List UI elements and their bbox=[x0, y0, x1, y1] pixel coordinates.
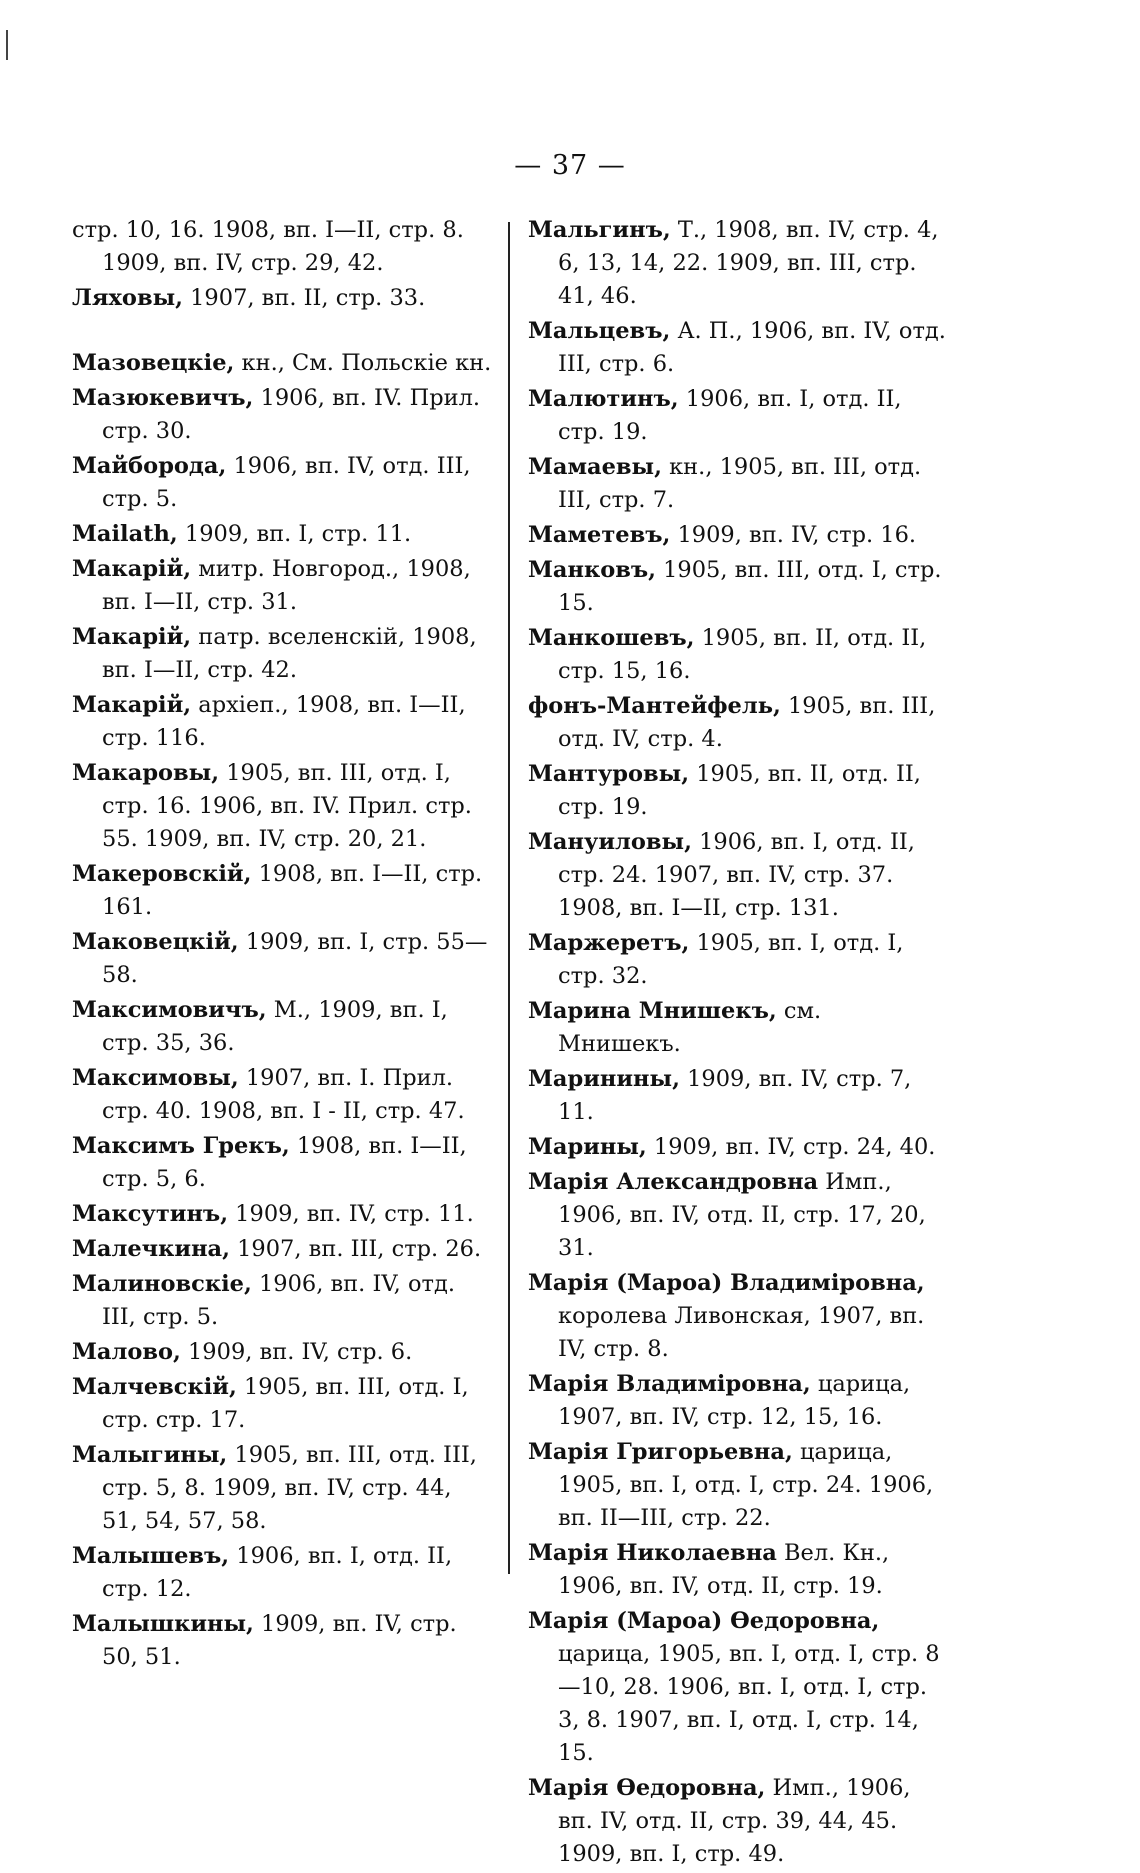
entry-heading: Мазюкевичъ, bbox=[72, 385, 254, 411]
entry-references: 1905, вп. III, отд. I, стр. 16. 1906, вп. IV. Прил. стр. 55. 1909, вп. IV, стр. 20, 21. bbox=[102, 760, 472, 852]
index-entry bbox=[72, 1198, 492, 1231]
entry-heading: Макаровы, bbox=[72, 760, 220, 786]
entry-references: Имп., 1906, вп. IV, отд. II, стр. 17, 20, 31. bbox=[558, 1169, 926, 1261]
entry-references: царица, 1907, вп. IV, стр. 12, 15, 16. bbox=[558, 1371, 911, 1430]
entry-references: 1906, вп. I, отд. II, стр. 19. bbox=[558, 386, 902, 445]
index-entry bbox=[72, 926, 492, 992]
entry-references: 1909, вп. IV, стр. 7, 11. bbox=[558, 1066, 912, 1125]
index-entry bbox=[72, 757, 492, 856]
index-entry bbox=[528, 1131, 948, 1164]
entry-heading: Марія Өедоровна, bbox=[528, 1775, 766, 1801]
entry-heading: Малышкины, bbox=[72, 1611, 254, 1637]
index-entry bbox=[72, 1268, 492, 1334]
entry-references: 1906, вп. I, отд. II, стр. 12. bbox=[102, 1543, 453, 1602]
index-entry bbox=[528, 1537, 948, 1603]
index-entry bbox=[528, 1267, 948, 1366]
entry-references: 1909, вп. IV, стр. 16. bbox=[670, 522, 917, 548]
index-entry bbox=[528, 315, 948, 381]
entry-references: 1909, вп. IV, стр. 6. bbox=[180, 1339, 413, 1365]
index-entry bbox=[72, 858, 492, 924]
entry-references: М., 1909, вп. I, стр. 35, 36. bbox=[102, 997, 448, 1056]
index-entry bbox=[528, 519, 948, 552]
index-entry bbox=[528, 622, 948, 688]
entry-references: 1905, вп. III, отд. IV, стр. 4. bbox=[558, 693, 936, 752]
page-edge-mark bbox=[6, 30, 8, 60]
entry-references: 1905, вп. III, отд. I, стр. 15. bbox=[558, 557, 942, 616]
entry-references: кн., 1905, вп. III, отд. III, стр. 7. bbox=[558, 454, 922, 513]
entry-heading: Маринины, bbox=[528, 1066, 680, 1092]
index-entry bbox=[72, 382, 492, 448]
entry-references: королева Ливонская, 1907, вп. IV, стр. 8. bbox=[558, 1303, 925, 1362]
entry-heading: Маржеретъ, bbox=[528, 930, 690, 956]
index-entry bbox=[528, 554, 948, 620]
entry-heading: Марины, bbox=[528, 1134, 647, 1160]
index-entry bbox=[528, 758, 948, 824]
section-gap bbox=[72, 317, 492, 347]
entry-heading: Марина Мнишекъ, bbox=[528, 998, 777, 1024]
index-entry bbox=[528, 927, 948, 993]
entry-references: царица, 1905, вп. I, отд. I, стр. 8—10, 28. 1906, вп. I, отд. I, стр. 3, 8. 1907, вп. I, отд. I, стр. 14, 15. bbox=[558, 1641, 940, 1766]
entry-references: 1906, вп. IV. Прил. стр. 30. bbox=[102, 385, 481, 444]
index-entry bbox=[72, 1336, 492, 1369]
entry-heading: Манкошевъ, bbox=[528, 625, 695, 651]
index-entry bbox=[528, 1772, 948, 1871]
entry-references: 1909, вп. IV, стр. 50, 51. bbox=[102, 1611, 457, 1670]
entry-heading: Мамаевы, bbox=[528, 454, 662, 480]
entry-references: 1909, вп. I, стр. 55—58. bbox=[102, 929, 488, 988]
index-entry bbox=[72, 1371, 492, 1437]
entry-references: 1909, вп. I, стр. 11. bbox=[177, 521, 412, 547]
index-entry bbox=[528, 214, 948, 313]
entry-references: Имп., 1906, вп. IV, отд. II, стр. 39, 44, 45. 1909, вп. I, стр. 49. bbox=[558, 1775, 911, 1867]
entry-references: кн., См. Польскіе кн. bbox=[234, 350, 492, 376]
entry-heading: Мануиловы, bbox=[528, 829, 692, 855]
entry-references: 1907, вп. II, стр. 33. bbox=[182, 285, 426, 311]
entry-references: 1909, вп. IV, стр. 24, 40. bbox=[646, 1134, 936, 1160]
index-entry bbox=[528, 383, 948, 449]
entry-heading: Максимъ Грекъ, bbox=[72, 1133, 290, 1159]
index-entry bbox=[528, 451, 948, 517]
entry-heading: Малчевскій, bbox=[72, 1374, 237, 1400]
entry-heading: Майборода, bbox=[72, 453, 227, 479]
entry-heading: Манковъ, bbox=[528, 557, 656, 583]
entry-references: см. Мнишекъ. bbox=[558, 998, 822, 1057]
index-entry bbox=[528, 1368, 948, 1434]
index-entry bbox=[72, 553, 492, 619]
index-entry bbox=[72, 1608, 492, 1674]
entry-heading: Малово, bbox=[72, 1339, 181, 1365]
left-column bbox=[72, 214, 492, 1676]
index-entry bbox=[72, 1062, 492, 1128]
entry-references: 1909, вп. IV, стр. 11. bbox=[228, 1201, 474, 1227]
entry-heading: Малечкина, bbox=[72, 1236, 230, 1262]
entry-references: 1905, вп. I, отд. I, стр. 32. bbox=[558, 930, 904, 989]
column-divider bbox=[508, 222, 510, 1574]
page-number: — 37 — bbox=[514, 150, 626, 181]
index-entry bbox=[72, 621, 492, 687]
entry-heading: Макеровскій, bbox=[72, 861, 252, 887]
entry-references: стр. 10, 16. 1908, вп. I—II, стр. 8. 1909, вп. IV, стр. 29, 42. bbox=[72, 217, 464, 276]
entry-heading: Мальцевъ, bbox=[528, 318, 671, 344]
entry-heading: Mailath, bbox=[72, 521, 178, 547]
index-entry bbox=[528, 1436, 948, 1535]
entry-heading: Марія (Мароа) Владиміровна, bbox=[528, 1270, 925, 1296]
entry-heading: Марія Владиміровна, bbox=[528, 1371, 811, 1397]
entry-references: 1907, вп. I. Прил. стр. 40. 1908, вп. I - II, стр. 47. bbox=[102, 1065, 465, 1124]
entry-references: 1908, вп. I—II, стр. 161. bbox=[102, 861, 483, 920]
entry-heading: Мазовецкіе, bbox=[72, 350, 235, 376]
index-entry bbox=[528, 690, 948, 756]
index-entry bbox=[72, 450, 492, 516]
entry-references: 1905, вп. II, отд. II, стр. 19. bbox=[558, 761, 921, 820]
entry-references: 1905, вп. III, отд. I, стр. стр. 17. bbox=[102, 1374, 469, 1433]
index-entry bbox=[528, 1605, 948, 1770]
entry-heading: Марія Николаевна bbox=[528, 1540, 777, 1566]
index-entry bbox=[72, 1540, 492, 1606]
entry-heading: Малышевъ, bbox=[72, 1543, 230, 1569]
index-entry bbox=[72, 1439, 492, 1538]
entry-references: 1908, вп. I—II, стр. 5, 6. bbox=[102, 1133, 467, 1192]
entry-references: патр. вселенскій, 1908, вп. I—II, стр. 42. bbox=[102, 624, 477, 683]
entry-heading: Максутинъ, bbox=[72, 1201, 229, 1227]
entry-references: 1906, вп. I, отд. II, стр. 24. 1907, вп. IV, стр. 37. 1908, вп. I—II, стр. 131. bbox=[558, 829, 915, 921]
index-entry bbox=[72, 347, 492, 380]
entry-references: царица, 1905, вп. I, отд. I, стр. 24. 1906, вп. II—III, стр. 22. bbox=[558, 1439, 934, 1531]
right-column bbox=[528, 214, 948, 1873]
index-entry bbox=[72, 994, 492, 1060]
entry-heading: Максимовы, bbox=[72, 1065, 239, 1091]
entry-heading: Марія Александровна bbox=[528, 1169, 819, 1195]
index-entry bbox=[528, 1063, 948, 1129]
index-entry bbox=[72, 1233, 492, 1266]
entry-references: А. П., 1906, вп. IV, отд. III, стр. 6. bbox=[558, 318, 946, 377]
index-entry bbox=[528, 826, 948, 925]
entry-references: митр. Новгород., 1908, вп. I—II, стр. 31. bbox=[102, 556, 471, 615]
index-entry bbox=[528, 1166, 948, 1265]
entry-references: 1906, вп. IV, отд. III, стр. 5. bbox=[102, 453, 471, 512]
index-entry bbox=[528, 995, 948, 1061]
index-entry bbox=[72, 518, 492, 551]
entry-heading: Мальгинъ, bbox=[528, 217, 671, 243]
entry-heading: Макарій, bbox=[72, 556, 192, 582]
entry-references: 1905, вп. II, отд. II, стр. 15, 16. bbox=[558, 625, 927, 684]
entry-heading: Марія (Мароа) Өедоровна, bbox=[528, 1608, 880, 1634]
entry-heading: Марія Григорьевна, bbox=[528, 1439, 793, 1465]
entry-references: Т., 1908, вп. IV, стр. 4, 6, 13, 14, 22. 1909, вп. III, стр. 41, 46. bbox=[558, 217, 939, 309]
entry-heading: Макарій, bbox=[72, 624, 192, 650]
index-entry bbox=[72, 214, 492, 280]
index-entry bbox=[72, 1130, 492, 1196]
entry-heading: Малютинъ, bbox=[528, 386, 679, 412]
entry-heading: фонъ-Мантейфель, bbox=[528, 693, 781, 719]
entry-heading: Максимовичъ, bbox=[72, 997, 267, 1023]
index-entry bbox=[72, 689, 492, 755]
entry-heading: Малыгины, bbox=[72, 1442, 228, 1468]
entry-heading: Малиновскіе, bbox=[72, 1271, 252, 1297]
entry-heading: Маковецкій, bbox=[72, 929, 239, 955]
entry-references: архіеп., 1908, вп. I—II, стр. 116. bbox=[102, 692, 466, 751]
entry-references: 1905, вп. III, отд. III, стр. 5, 8. 1909, вп. IV, стр. 44, 51, 54, 57, 58. bbox=[102, 1442, 477, 1534]
index-entry bbox=[72, 282, 492, 315]
entry-heading: Ляховы, bbox=[72, 285, 183, 311]
entry-references: 1906, вп. IV, отд. III, стр. 5. bbox=[102, 1271, 455, 1330]
entry-heading: Маметевъ, bbox=[528, 522, 671, 548]
entry-heading: Макарій, bbox=[72, 692, 192, 718]
entry-heading: Мантуровы, bbox=[528, 761, 690, 787]
entry-references: 1907, вп. III, стр. 26. bbox=[229, 1236, 482, 1262]
entry-references: Вел. Кн., 1906, вп. IV, отд. II, стр. 19. bbox=[558, 1540, 890, 1599]
